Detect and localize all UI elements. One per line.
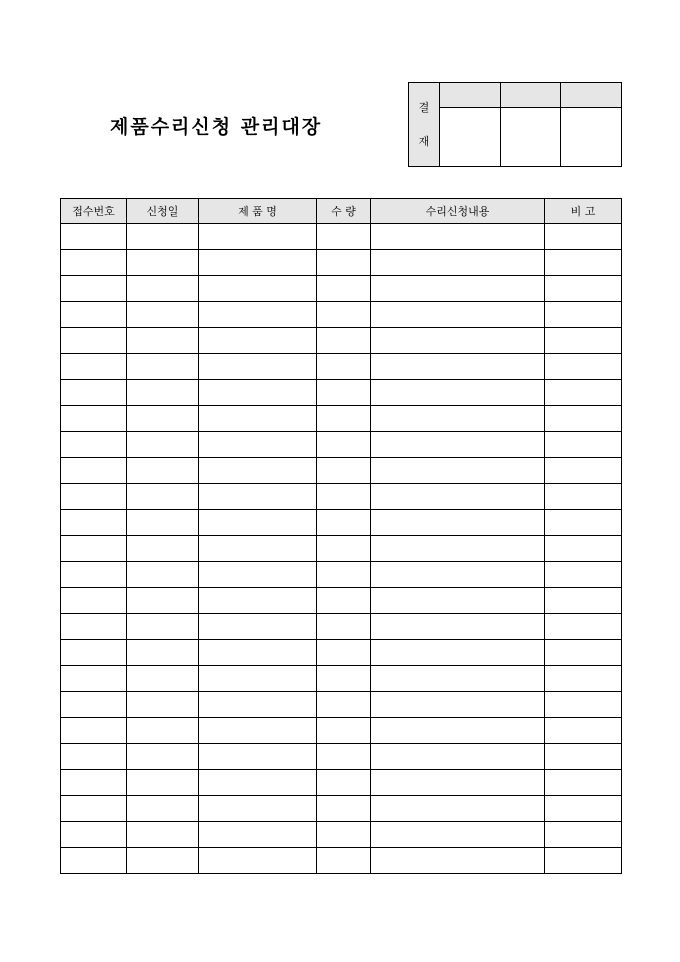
product-name-cell[interactable] (199, 536, 317, 562)
product-name-cell[interactable] (199, 432, 317, 458)
quantity-cell[interactable] (317, 458, 371, 484)
request-date-cell[interactable] (127, 302, 199, 328)
product-name-cell[interactable] (199, 718, 317, 744)
repair-details-cell[interactable] (371, 224, 545, 250)
product-name-cell[interactable] (199, 250, 317, 276)
repair-details-cell[interactable] (371, 354, 545, 380)
product-name-cell[interactable] (199, 822, 317, 848)
product-name-cell[interactable] (199, 640, 317, 666)
quantity-cell[interactable] (317, 666, 371, 692)
request-date-cell[interactable] (127, 796, 199, 822)
request-date-cell[interactable] (127, 432, 199, 458)
quantity-cell[interactable] (317, 380, 371, 406)
table-row (61, 640, 622, 666)
product-name-cell[interactable] (199, 770, 317, 796)
remarks-cell[interactable] (545, 770, 622, 796)
quantity-cell[interactable] (317, 770, 371, 796)
remarks-cell[interactable] (545, 328, 622, 354)
receipt-number-cell[interactable] (61, 484, 127, 510)
approval-label (409, 83, 440, 167)
repair-details-cell[interactable] (371, 744, 545, 770)
quantity-cell[interactable] (317, 276, 371, 302)
receipt-number-cell[interactable] (61, 432, 127, 458)
receipt-number-cell[interactable] (61, 562, 127, 588)
table-row (61, 250, 622, 276)
quantity-cell[interactable] (317, 588, 371, 614)
repair-details-cell[interactable] (371, 276, 545, 302)
receipt-number-cell[interactable] (61, 770, 127, 796)
product-name-cell[interactable] (199, 614, 317, 640)
request-date-cell[interactable] (127, 354, 199, 380)
repair-details-cell[interactable] (371, 588, 545, 614)
col-product-name: 제 품 명 (199, 199, 317, 224)
table-row (61, 328, 622, 354)
col-repair-details: 수리신청내용 (371, 199, 545, 224)
quantity-cell[interactable] (317, 406, 371, 432)
table-row (61, 354, 622, 380)
request-date-cell[interactable] (127, 744, 199, 770)
product-name-cell[interactable] (199, 692, 317, 718)
repair-details-cell[interactable] (371, 614, 545, 640)
request-date-cell[interactable] (127, 718, 199, 744)
quantity-cell[interactable] (317, 224, 371, 250)
table-row (61, 432, 622, 458)
product-name-cell[interactable] (199, 510, 317, 536)
request-date-cell[interactable] (127, 484, 199, 510)
table-row (61, 692, 622, 718)
remarks-cell[interactable] (545, 692, 622, 718)
repair-details-cell[interactable] (371, 848, 545, 874)
table-row (61, 510, 622, 536)
table-row (61, 614, 622, 640)
repair-details-cell[interactable] (371, 458, 545, 484)
product-name-cell[interactable] (199, 562, 317, 588)
repair-details-cell[interactable] (371, 666, 545, 692)
table-row (61, 718, 622, 744)
table-row (61, 848, 622, 874)
request-date-cell[interactable] (127, 510, 199, 536)
register-body (61, 224, 622, 874)
product-name-cell[interactable] (199, 796, 317, 822)
approval-label-bottom: 재 (418, 134, 430, 148)
receipt-number-cell[interactable] (61, 380, 127, 406)
repair-details-cell[interactable] (371, 406, 545, 432)
receipt-number-cell[interactable] (61, 640, 127, 666)
repair-details-cell[interactable] (371, 718, 545, 744)
remarks-cell[interactable] (545, 822, 622, 848)
repair-details-cell[interactable] (371, 562, 545, 588)
table-row (61, 380, 622, 406)
request-date-cell[interactable] (127, 380, 199, 406)
approval-box (408, 82, 622, 167)
remarks-cell[interactable] (545, 562, 622, 588)
receipt-number-cell[interactable] (61, 692, 127, 718)
repair-details-cell[interactable] (371, 510, 545, 536)
col-receipt-number: 접수번호 (61, 199, 127, 224)
remarks-cell[interactable] (545, 744, 622, 770)
quantity-cell[interactable] (317, 328, 371, 354)
table-header-row (61, 199, 622, 224)
approval-signer-header (440, 83, 501, 108)
repair-details-cell[interactable] (371, 536, 545, 562)
receipt-number-cell[interactable] (61, 302, 127, 328)
remarks-cell[interactable] (545, 588, 622, 614)
remarks-cell[interactable] (545, 718, 622, 744)
quantity-cell[interactable] (317, 744, 371, 770)
repair-details-cell[interactable] (371, 380, 545, 406)
remarks-cell[interactable] (545, 536, 622, 562)
table-row (61, 224, 622, 250)
receipt-number-cell[interactable] (61, 822, 127, 848)
quantity-cell[interactable] (317, 432, 371, 458)
request-date-cell[interactable] (127, 588, 199, 614)
table-row (61, 484, 622, 510)
repair-details-cell[interactable] (371, 822, 545, 848)
receipt-number-cell[interactable] (61, 458, 127, 484)
product-name-cell[interactable] (199, 276, 317, 302)
repair-details-cell[interactable] (371, 302, 545, 328)
product-name-cell[interactable] (199, 328, 317, 354)
remarks-cell[interactable] (545, 432, 622, 458)
repair-details-cell[interactable] (371, 250, 545, 276)
remarks-cell[interactable] (545, 484, 622, 510)
quantity-cell[interactable] (317, 848, 371, 874)
approval-label-top: 결 (418, 100, 430, 114)
request-date-cell[interactable] (127, 562, 199, 588)
product-name-cell[interactable] (199, 848, 317, 874)
request-date-cell[interactable] (127, 276, 199, 302)
receipt-number-cell[interactable] (61, 666, 127, 692)
quantity-cell[interactable] (317, 302, 371, 328)
product-name-cell[interactable] (199, 224, 317, 250)
approval-signature-cell[interactable] (440, 108, 501, 167)
table-row (61, 458, 622, 484)
quantity-cell[interactable] (317, 354, 371, 380)
receipt-number-cell[interactable] (61, 796, 127, 822)
quantity-cell[interactable] (317, 562, 371, 588)
request-date-cell[interactable] (127, 406, 199, 432)
col-request-date: 신청일 (127, 199, 199, 224)
receipt-number-cell[interactable] (61, 224, 127, 250)
repair-details-cell[interactable] (371, 796, 545, 822)
request-date-cell[interactable] (127, 822, 199, 848)
quantity-cell[interactable] (317, 796, 371, 822)
remarks-cell[interactable] (545, 302, 622, 328)
repair-details-cell[interactable] (371, 692, 545, 718)
request-date-cell[interactable] (127, 458, 199, 484)
table-row (61, 666, 622, 692)
repair-details-cell[interactable] (371, 770, 545, 796)
request-date-cell[interactable] (127, 770, 199, 796)
request-date-cell[interactable] (127, 614, 199, 640)
remarks-cell[interactable] (545, 380, 622, 406)
product-name-cell[interactable] (199, 484, 317, 510)
request-date-cell[interactable] (127, 328, 199, 354)
repair-details-cell[interactable] (371, 432, 545, 458)
remarks-cell[interactable] (545, 224, 622, 250)
table-row (61, 562, 622, 588)
receipt-number-cell[interactable] (61, 276, 127, 302)
remarks-cell[interactable] (545, 614, 622, 640)
receipt-number-cell[interactable] (61, 614, 127, 640)
table-row (61, 536, 622, 562)
col-quantity: 수 량 (317, 199, 371, 224)
approval-signer-header (561, 83, 622, 108)
repair-details-cell[interactable] (371, 640, 545, 666)
remarks-cell[interactable] (545, 250, 622, 276)
remarks-cell[interactable] (545, 458, 622, 484)
quantity-cell[interactable] (317, 510, 371, 536)
table-row (61, 744, 622, 770)
receipt-number-cell[interactable] (61, 510, 127, 536)
quantity-cell[interactable] (317, 536, 371, 562)
approval-signature-cell[interactable] (561, 108, 622, 167)
approval-signature-cell[interactable] (500, 108, 561, 167)
receipt-number-cell[interactable] (61, 536, 127, 562)
repair-register-table (60, 198, 622, 874)
receipt-number-cell[interactable] (61, 406, 127, 432)
remarks-cell[interactable] (545, 510, 622, 536)
receipt-number-cell[interactable] (61, 250, 127, 276)
quantity-cell[interactable] (317, 822, 371, 848)
product-name-cell[interactable] (199, 302, 317, 328)
quantity-cell[interactable] (317, 692, 371, 718)
receipt-number-cell[interactable] (61, 718, 127, 744)
remarks-cell[interactable] (545, 276, 622, 302)
quantity-cell[interactable] (317, 250, 371, 276)
product-name-cell[interactable] (199, 406, 317, 432)
product-name-cell[interactable] (199, 458, 317, 484)
receipt-number-cell[interactable] (61, 848, 127, 874)
product-name-cell[interactable] (199, 666, 317, 692)
request-date-cell[interactable] (127, 666, 199, 692)
repair-details-cell[interactable] (371, 328, 545, 354)
quantity-cell[interactable] (317, 718, 371, 744)
receipt-number-cell[interactable] (61, 744, 127, 770)
remarks-cell[interactable] (545, 848, 622, 874)
approval-signer-header (500, 83, 561, 108)
request-date-cell[interactable] (127, 250, 199, 276)
remarks-cell[interactable] (545, 354, 622, 380)
remarks-cell[interactable] (545, 406, 622, 432)
product-name-cell[interactable] (199, 588, 317, 614)
table-row (61, 822, 622, 848)
table-row (61, 796, 622, 822)
table-row (61, 302, 622, 328)
request-date-cell[interactable] (127, 692, 199, 718)
table-row (61, 406, 622, 432)
document-title: 제품수리신청 관리대장 (110, 116, 323, 138)
receipt-number-cell[interactable] (61, 328, 127, 354)
product-name-cell[interactable] (199, 744, 317, 770)
table-row (61, 588, 622, 614)
repair-details-cell[interactable] (371, 484, 545, 510)
table-row (61, 770, 622, 796)
quantity-cell[interactable] (317, 484, 371, 510)
request-date-cell[interactable] (127, 640, 199, 666)
remarks-cell[interactable] (545, 640, 622, 666)
table-row (61, 276, 622, 302)
remarks-cell[interactable] (545, 796, 622, 822)
product-name-cell[interactable] (199, 354, 317, 380)
receipt-number-cell[interactable] (61, 354, 127, 380)
product-name-cell[interactable] (199, 380, 317, 406)
request-date-cell[interactable] (127, 536, 199, 562)
receipt-number-cell[interactable] (61, 588, 127, 614)
quantity-cell[interactable] (317, 614, 371, 640)
request-date-cell[interactable] (127, 224, 199, 250)
col-remarks: 비 고 (545, 199, 622, 224)
request-date-cell[interactable] (127, 848, 199, 874)
remarks-cell[interactable] (545, 666, 622, 692)
quantity-cell[interactable] (317, 640, 371, 666)
